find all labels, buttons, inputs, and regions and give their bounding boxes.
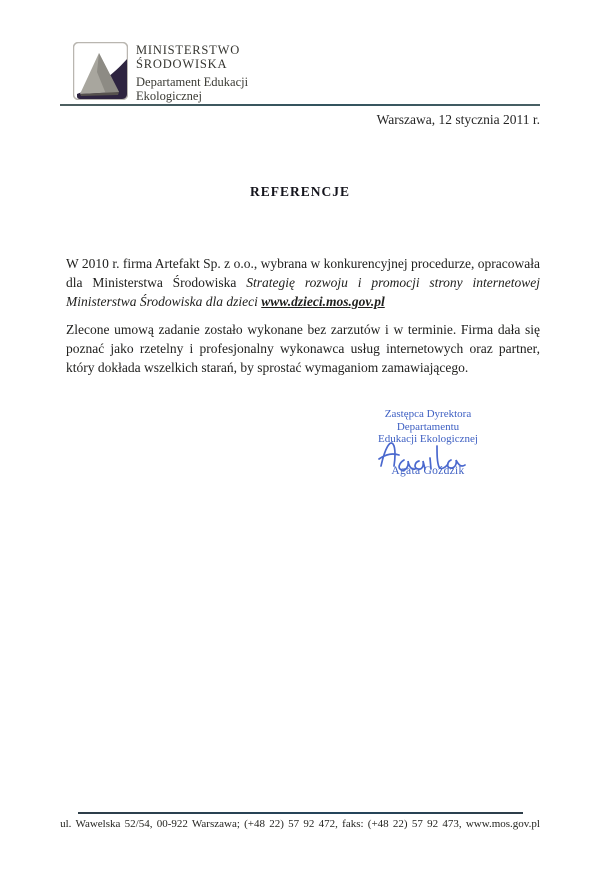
paragraph-1-italic-segment: Strategię rozwoju i promocji strony internetowej Ministerstwa Środowiska dla dzieci — [66, 275, 540, 310]
department-name-line2: Ekologicznej — [136, 88, 202, 103]
signer-name: Agata Goździk — [391, 464, 465, 477]
signer-role-line1: Zastępca Dyrektora — [384, 408, 472, 420]
website-url-text: www.dzieci.mos.gov.pl — [261, 294, 385, 310]
signer-role-line2: Departamentu — [396, 420, 460, 433]
ministry-name-line2: ŚRODOWISKA — [136, 57, 228, 71]
department-name-line1: Departament Edukacji — [136, 75, 249, 89]
footer-address: ul. Wawelska 52/54, 00-922 Warszawa; (+48 22) 57 92 472, faks: (+48 22) 57 92 473, www.mos.gov.pl — [60, 818, 540, 830]
paragraph-1 — [66, 254, 540, 312]
signer-role-line3: Edukacji Ekologicznej — [378, 433, 478, 445]
ministry-name-line1: MINISTERSTWO — [136, 43, 241, 57]
letterhead-divider — [60, 104, 540, 106]
paragraph-2: Zlecone umową zadanie zostało wykonane bez zarzutów i w terminie. Firma dała się poznać jako rzetelny i profesjonalny wykonawca usług internetowych oraz partner, który dokłada wszelkich starań, by sprostać wymaganiom zamawiającego. — [66, 322, 540, 376]
paragraph-1-normal-segment: W 2010 r. firma Artefakt Sp. z o.o., wybrana w konkurencyjnej procedurze, opracowała dla Ministerstwa Środowiska — [66, 256, 540, 291]
mountain-emblem-icon — [73, 42, 128, 100]
footer-divider — [78, 812, 523, 814]
dateline: Warszawa, 12 stycznia 2011 r. — [376, 112, 540, 127]
document-title: REFERENCJE — [249, 184, 350, 199]
letterhead — [73, 42, 248, 103]
signature-block — [343, 408, 513, 477]
letterhead-text — [136, 42, 248, 103]
